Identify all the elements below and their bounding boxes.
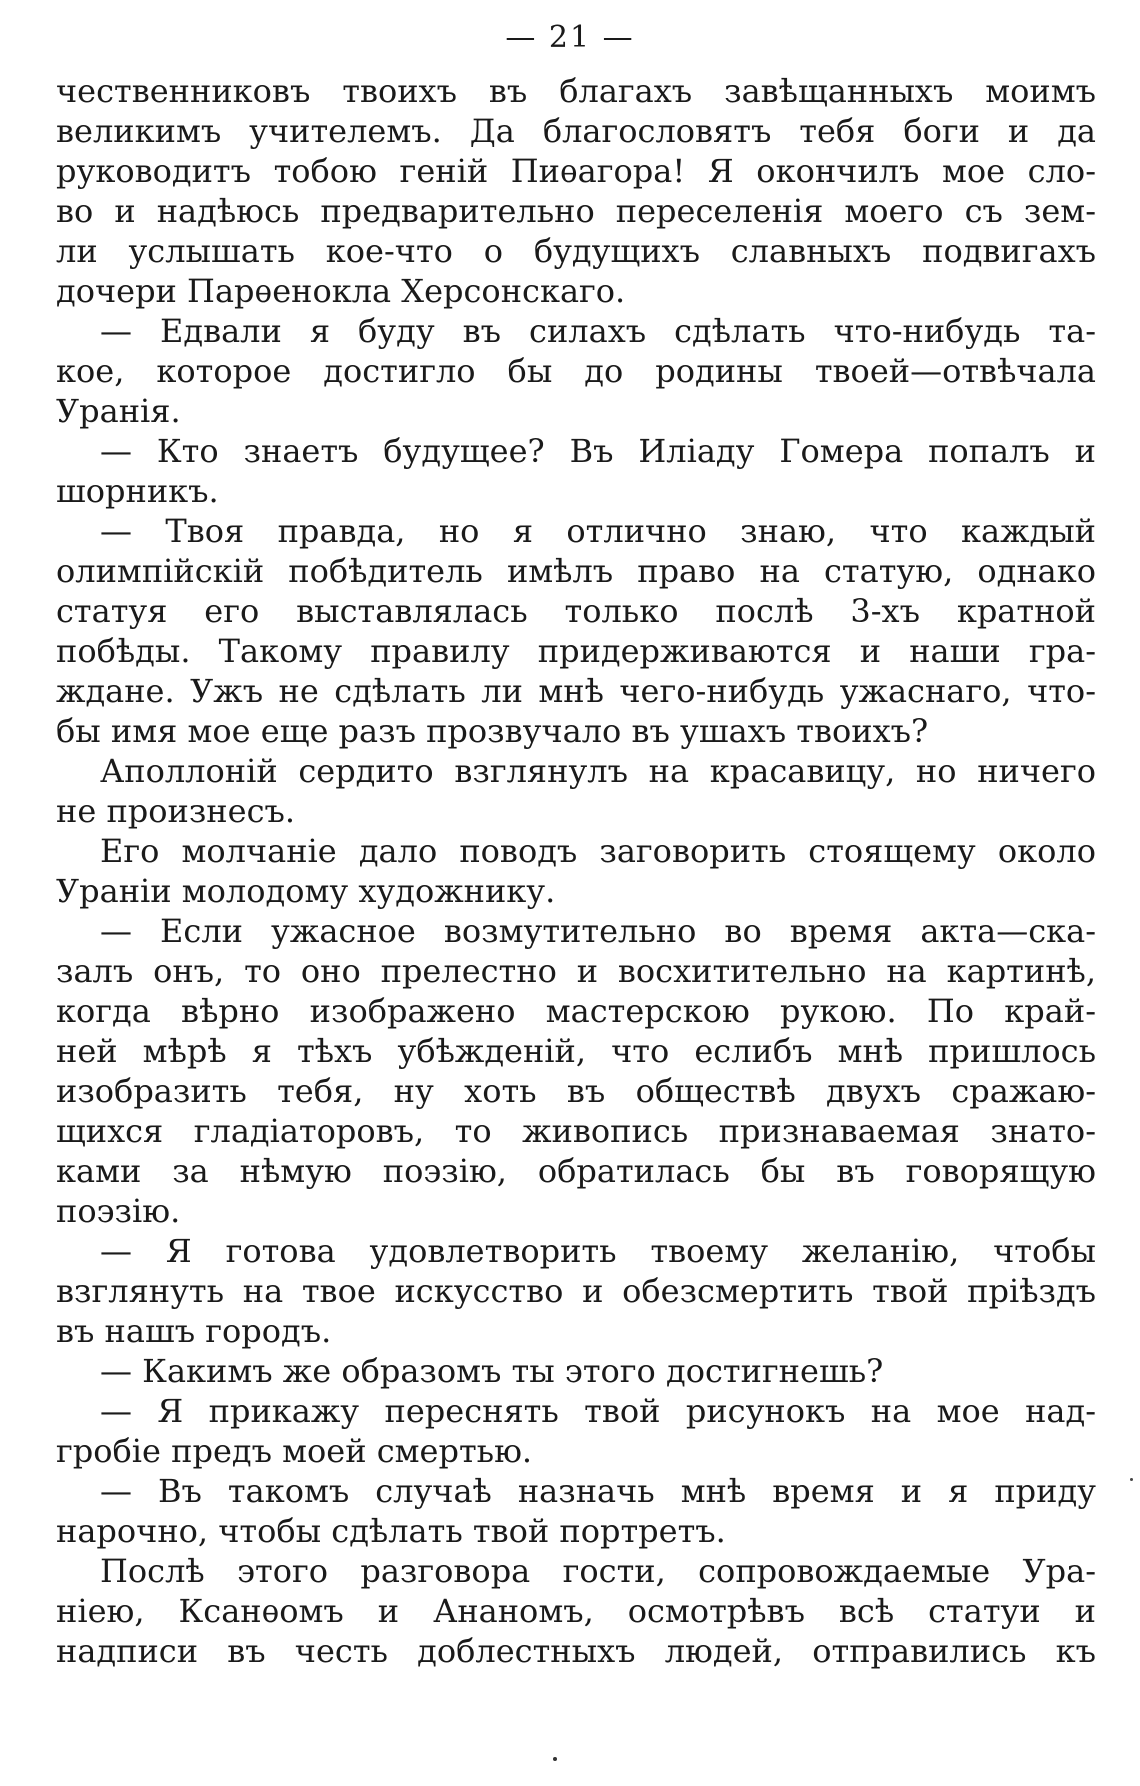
- text-line: чественниковъ твоихъ въ благахъ завѣщанныхъ моимъ: [56, 72, 1096, 110]
- text-line: — Едвали я буду въ силахъ сдѣлать что-нибудь та-: [100, 312, 1096, 350]
- text-line: гробіе предъ моей смертью.: [56, 1432, 533, 1470]
- text-line: во и надѣюсь предварительно переселенія моего съ зем-: [56, 192, 1096, 230]
- text-line: ніею, Ксанѳомъ и Ананомъ, осмотрѣвъ всѣ статуи и: [56, 1592, 1096, 1630]
- text-line: ней мѣрѣ я тѣхъ убѣжденій, что еслибъ мнѣ пришлось: [56, 1032, 1096, 1070]
- text-line: изобразить тебя, ну хоть въ обществѣ двухъ сражаю-: [56, 1072, 1096, 1110]
- text-line: великимъ учителемъ. Да благословятъ тебя боги и да: [56, 112, 1096, 150]
- text-line: ками за нѣмую поэзію, обратилась бы въ говорящую: [56, 1152, 1096, 1190]
- text-line: олимпійскій побѣдитель имѣлъ право на статую, однако: [56, 552, 1096, 590]
- text-line: ли услышать кое-что о будущихъ славныхъ подвигахъ: [56, 232, 1096, 270]
- text-line: руководитъ тобою геній Пиѳагора! Я окончилъ мое сло-: [56, 152, 1096, 190]
- text-line: не произнесъ.: [56, 792, 296, 830]
- text-line: Уранія.: [56, 392, 181, 430]
- text-line: надписи въ честь доблестныхъ людей, отправились къ: [56, 1632, 1096, 1670]
- text-line: — Если ужасное возмутительно во время акта—ска-: [100, 912, 1096, 950]
- text-line: Его молчаніе дало поводъ заговорить стоящему около: [100, 832, 1096, 870]
- text-line: — Какимъ же образомъ ты этого достигнешь?: [100, 1352, 884, 1390]
- text-line: — Кто знаетъ будущее? Въ Иліаду Гомера попалъ и: [100, 432, 1096, 470]
- text-line: взглянуть на твое искусство и обезсмертить твой пріѣздъ: [56, 1272, 1096, 1310]
- print-speck: [1130, 1478, 1133, 1481]
- print-speck: [553, 1757, 557, 1761]
- text-line: — Твоя правда, но я отлично знаю, что каждый: [100, 512, 1096, 550]
- text-line: — Въ такомъ случаѣ назначь мнѣ время и я приду: [100, 1472, 1096, 1510]
- text-line: ждане. Ужъ не сдѣлать ли мнѣ чего-нибудь ужаснаго, чтo-: [56, 672, 1096, 710]
- text-line: поэзію.: [56, 1192, 181, 1230]
- text-line: шорникъ.: [56, 472, 219, 510]
- text-line: Послѣ этого разговора гости, сопровождаемые Ура-: [100, 1552, 1096, 1590]
- text-line: залъ онъ, то оно прелестно и восхитительно на картинѣ,: [56, 952, 1096, 990]
- text-line: бы имя мое еще разъ прозвучало въ ушахъ твоихъ?: [56, 712, 929, 750]
- text-line: Аполлоній сердито взглянулъ на красавицу, но ничего: [100, 752, 1096, 790]
- text-line: щихся гладіаторовъ, то живопись признаваемая знато-: [56, 1112, 1096, 1150]
- text-line: нарочно, чтобы сдѣлать твой портретъ.: [56, 1512, 726, 1550]
- text-line: — Я прикажу переснять твой рисунокъ на мое над-: [100, 1392, 1096, 1430]
- text-line: когда вѣрно изображено мастерскою рукою. По край-: [56, 992, 1096, 1030]
- text-line: въ нашъ городъ.: [56, 1312, 332, 1350]
- body-text: [56, 71, 1096, 1671]
- text-line: дочери Парѳенокла Херсонскаго.: [56, 272, 626, 310]
- text-line: побѣды. Такому правилу придерживаются и наши гра-: [56, 632, 1096, 670]
- text-line: — Я готова удовлетворить твоему желанію, чтобы: [100, 1232, 1096, 1270]
- text-line: статуя его выставлялась только послѣ 3-хъ кратной: [56, 592, 1096, 630]
- page-number: — 21 —: [505, 20, 635, 55]
- text-line: Ураніи молодому художнику.: [56, 872, 556, 910]
- text-line: кое, которое достигло бы до родины твоей—отвѣчала: [56, 352, 1096, 390]
